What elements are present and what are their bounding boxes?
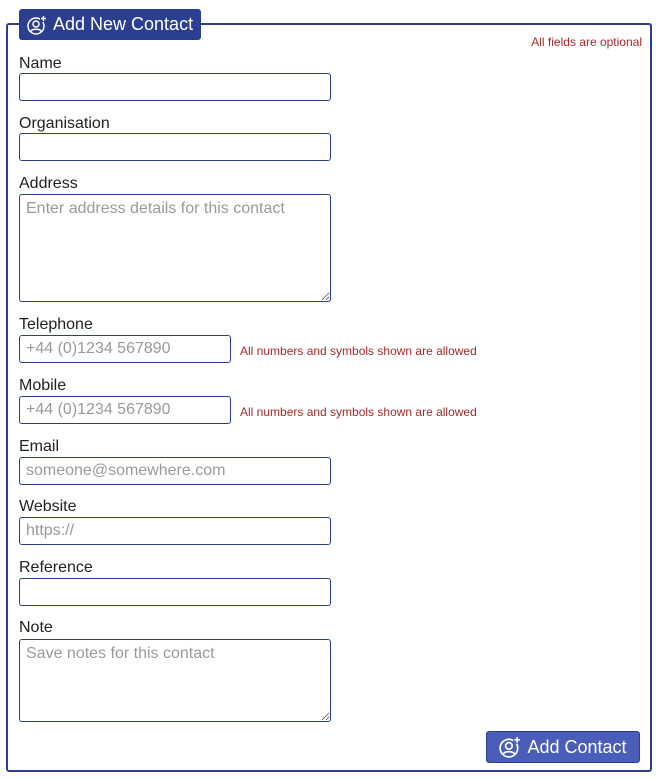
form-legend-label: Add New Contact [53, 14, 194, 34]
organisation-input[interactable] [19, 133, 331, 161]
note-textarea[interactable] [19, 639, 331, 722]
mobile-label: Mobile [19, 377, 67, 394]
note-label: Note [19, 619, 53, 636]
telephone-hint: All numbers and symbols shown are allowed [240, 344, 477, 358]
website-input[interactable] [19, 517, 331, 545]
reference-input[interactable] [19, 578, 331, 606]
email-label: Email [19, 438, 60, 455]
add-contact-button[interactable] [486, 731, 640, 763]
organisation-label: Organisation [19, 115, 110, 132]
reference-label: Reference [19, 559, 93, 576]
name-input[interactable] [19, 73, 331, 101]
add-contact-button-label: Add Contact [527, 736, 627, 757]
name-label: Name [19, 55, 62, 72]
telephone-input[interactable] [19, 335, 231, 363]
add-contact-icon [27, 15, 47, 35]
add-contact-icon [499, 736, 521, 758]
address-label: Address [19, 175, 78, 192]
mobile-input[interactable] [19, 396, 231, 424]
optional-note: All fields are optional [531, 35, 642, 49]
address-textarea[interactable] [19, 194, 331, 302]
form-legend [19, 9, 201, 40]
email-input[interactable] [19, 457, 331, 485]
website-label: Website [19, 498, 77, 515]
telephone-label: Telephone [19, 316, 93, 333]
mobile-hint: All numbers and symbols shown are allowed [240, 405, 477, 419]
